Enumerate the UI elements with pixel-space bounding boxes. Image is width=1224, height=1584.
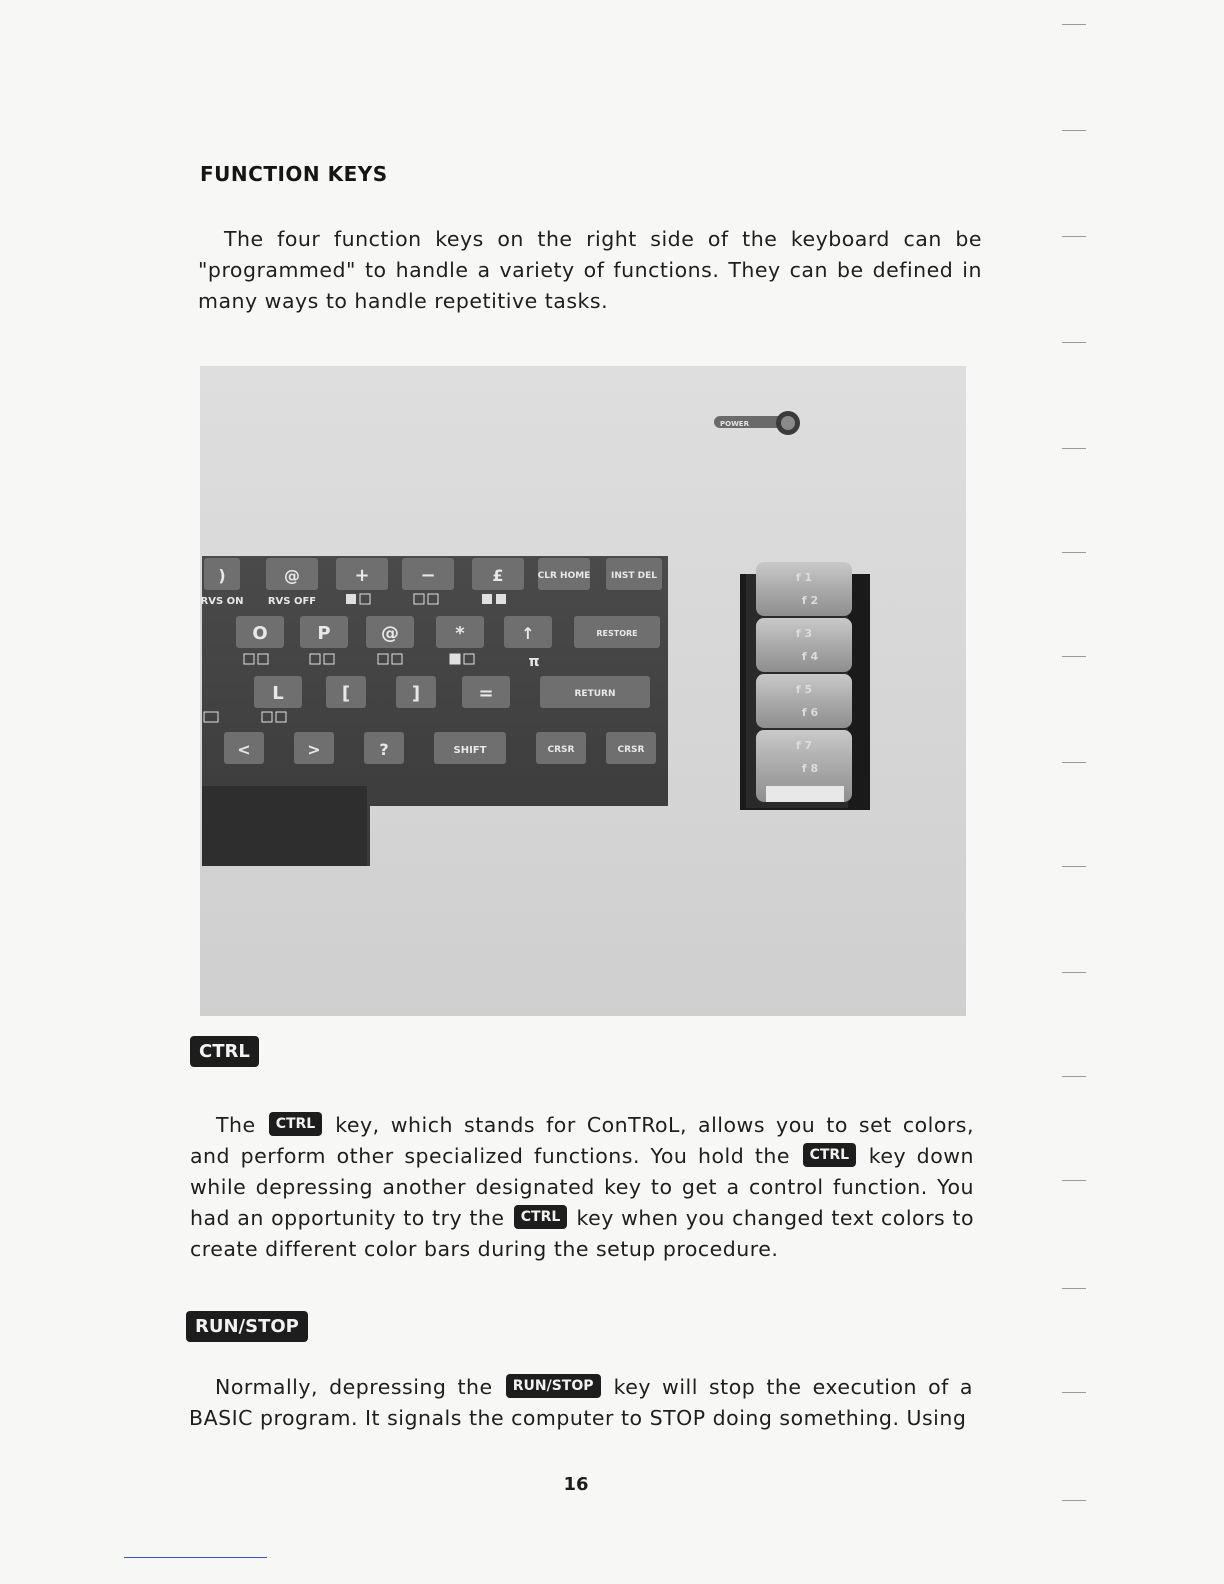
key-label: < xyxy=(237,740,251,759)
ctrl-key-inline: CTRL xyxy=(269,1112,323,1136)
ctrl-text-4: key when you changed text colors to create different color bars during the setup procedure. xyxy=(190,1206,975,1261)
key-label: π xyxy=(528,654,540,670)
key-label: @ xyxy=(284,566,300,585)
page-title: FUNCTION KEYS xyxy=(200,162,388,186)
key-label: ? xyxy=(379,740,389,759)
function-key-label: f 3 xyxy=(795,627,813,640)
key-label: O xyxy=(252,623,268,644)
margin-mark xyxy=(1062,1500,1086,1501)
run-stop-paragraph xyxy=(189,1372,973,1434)
key-label: − xyxy=(420,565,436,586)
ctrl-text-1: The xyxy=(216,1113,267,1137)
ctrl-text-2: key, which stands for ConTRoL, allows you to set colors, and perform other specialized functions. You hold the xyxy=(190,1113,974,1168)
margin-mark xyxy=(1062,236,1086,237)
function-key-label: f 8 xyxy=(801,762,819,775)
margin-mark xyxy=(1062,130,1086,131)
function-key-label: f 1 xyxy=(795,571,813,584)
key-label: CRSR xyxy=(547,745,575,755)
key-label: RVS OFF xyxy=(267,596,317,607)
function-keys xyxy=(740,562,870,810)
ctrl-key-heading: CTRL xyxy=(190,1036,259,1067)
page-number: 16 xyxy=(563,1474,589,1495)
intro-paragraph: The four function keys on the right side of the keyboard can be "programmed" to handle a variety of functions. They can be defined in many ways to handle repetitive tasks. xyxy=(198,227,982,313)
key-label: > xyxy=(307,740,321,759)
margin-mark xyxy=(1062,972,1086,973)
function-key-label: f 2 xyxy=(801,594,819,607)
function-key-label: f 7 xyxy=(795,739,813,752)
key-label: [ xyxy=(341,683,351,704)
key-label: = xyxy=(478,683,494,704)
footer-line xyxy=(124,1557,267,1558)
margin-mark xyxy=(1062,866,1086,867)
run-stop-text-2: key will stop the execution of a BASIC program. It signals the computer to STOP doing something. Using xyxy=(189,1375,973,1430)
ctrl-text-3: key down while depressing another designated key to get a control function. You had an opportunity to try the xyxy=(190,1144,975,1230)
margin-mark xyxy=(1062,24,1086,25)
keyboard-photo xyxy=(200,366,966,1016)
key-label: + xyxy=(354,565,370,586)
margin-mark xyxy=(1062,342,1086,343)
key-label: SHIFT xyxy=(453,745,487,756)
ctrl-key-inline: CTRL xyxy=(803,1143,857,1167)
key-label: ] xyxy=(411,683,421,704)
key-label: CLR HOME xyxy=(537,571,591,581)
power-label: POWER xyxy=(720,420,749,428)
key-label: @ xyxy=(381,623,399,644)
run-stop-key-inline: RUN/STOP xyxy=(506,1374,601,1398)
margin-mark xyxy=(1062,1288,1086,1289)
key-label: RVS ON xyxy=(200,596,244,607)
margin-mark xyxy=(1062,762,1086,763)
ctrl-paragraph xyxy=(190,1110,974,1265)
margin-mark xyxy=(1062,1180,1086,1181)
function-key-label: f 4 xyxy=(801,650,819,663)
key-label: ↑ xyxy=(521,624,535,643)
key-label: RESTORE xyxy=(596,629,638,638)
run-stop-key-heading: RUN/STOP xyxy=(186,1311,308,1342)
key-label: £ xyxy=(492,566,504,585)
run-stop-text-1: Normally, depressing the xyxy=(215,1375,504,1399)
key-label: CRSR xyxy=(617,745,645,755)
key-label: ) xyxy=(218,566,226,585)
key-label: * xyxy=(455,623,465,644)
key-label: P xyxy=(317,623,331,644)
margin-mark xyxy=(1062,448,1086,449)
function-key-label: f 5 xyxy=(795,683,813,696)
margin-mark xyxy=(1062,1076,1086,1077)
ctrl-key-inline: CTRL xyxy=(514,1205,568,1229)
margin-mark xyxy=(1062,552,1086,553)
key-label: L xyxy=(272,683,284,704)
margin-mark xyxy=(1062,1392,1086,1393)
key-label: INST DEL xyxy=(611,571,657,581)
key-label: RETURN xyxy=(574,689,616,699)
margin-mark xyxy=(1062,656,1086,657)
function-key-label: f 6 xyxy=(801,706,819,719)
